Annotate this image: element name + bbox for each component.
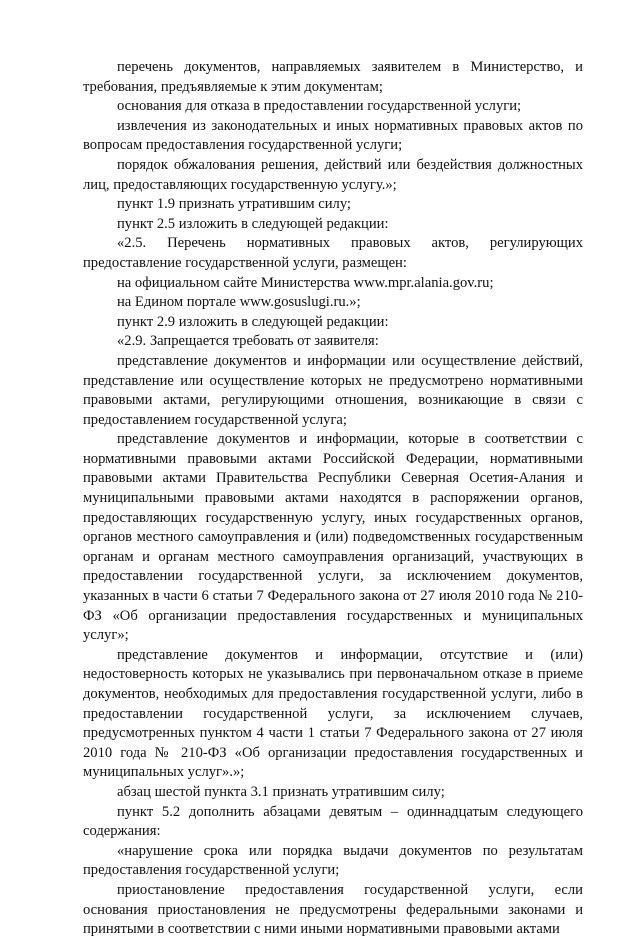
paragraph-1: перечень документов, направляемых заявителем в Министерство, и требования, предъявляемые к этим документам; xyxy=(83,59,583,95)
paragraph-9: на Едином портале www.gosuslugi.ru.»; xyxy=(117,294,361,311)
paragraph-14: представление документов и информации, отсутствие и (или) недостоверность которых не указывались при первоначальном отказе в приеме документов, необходимых для предоставления государственной услуги, либо в предоставлении государственной услуги, за исключением случаев, предусмотренных пунктом 4 части 1 статьи 7 Федерального закона от 27 июля 2010 года № 210-ФЗ «Об организации предоставления государственных и муниципальных услуг».»; xyxy=(83,646,583,781)
document-page xyxy=(83,58,583,940)
paragraph-7: «2.5. Перечень нормативных правовых актов, регулирующих предоставление государственной услуги, размещен: xyxy=(83,235,583,271)
paragraph-11: «2.9. Запрещается требовать от заявителя: xyxy=(117,333,379,350)
paragraph-15: абзац шестой пункта 3.1 признать утратившим силу; xyxy=(117,783,445,800)
paragraph-4: порядок обжалования решения, действий или бездействия должностных лиц, предоставляющих государственную услугу.»; xyxy=(83,156,583,193)
paragraph-3: извлечения из законодательных и иных нормативных правовых актов по вопросам предоставления государственной услуги; xyxy=(83,117,583,154)
paragraph-5: пункт 1.9 признать утратившим силу; xyxy=(117,196,351,213)
paragraph-13: представление документов и информации, которые в соответствии с нормативными правовыми актами Российской Федерации, нормативными правовыми актами Правительства Республики Северная Осетия-Алания и муниципальными правовыми актами находятся в распоряжении органов, предоставляющих государственную услугу, иных государственных органов, органов местного самоуправления и (или) подведомственных государственным органам и органам местного самоуправления организаций, участвующих в предоставлении государственной услуги, за исключением документов, указанных в части 6 статьи 7 Федерального закона от 27 июля 2010 года № 210-ФЗ «Об организации предоставления государственных и муниципальных услуг»; xyxy=(83,431,583,644)
paragraph-6: пункт 2.5 изложить в следующей редакции: xyxy=(117,215,389,232)
paragraph-2: основания для отказа в предоставлении государственной услуги; xyxy=(117,98,522,115)
paragraph-8: на официальном сайте Министерства www.mpr.alania.gov.ru; xyxy=(117,274,494,291)
paragraph-10: пункт 2.9 изложить в следующей редакции: xyxy=(117,313,389,330)
paragraph-16: пункт 5.2 дополнить абзацами девятым – одиннадцатым следующего содержания: xyxy=(83,803,583,840)
paragraph-12: представление документов и информации или осуществление действий, представление или осуществление которых не предусмотрено нормативными правовыми актами, регулирующими отношения, возникающие в связи с предоставлением государственной услуга; xyxy=(83,352,583,428)
paragraph-18: приостановление предоставления государственной услуги, если основания приостановления не предусмотрены федеральными законами и принятыми в соответствии с ними иными нормативными правовыми актами xyxy=(83,881,583,938)
paragraph-17: «нарушение срока или порядка выдачи документов по результатам предоставления государственной услуги; xyxy=(83,842,583,879)
